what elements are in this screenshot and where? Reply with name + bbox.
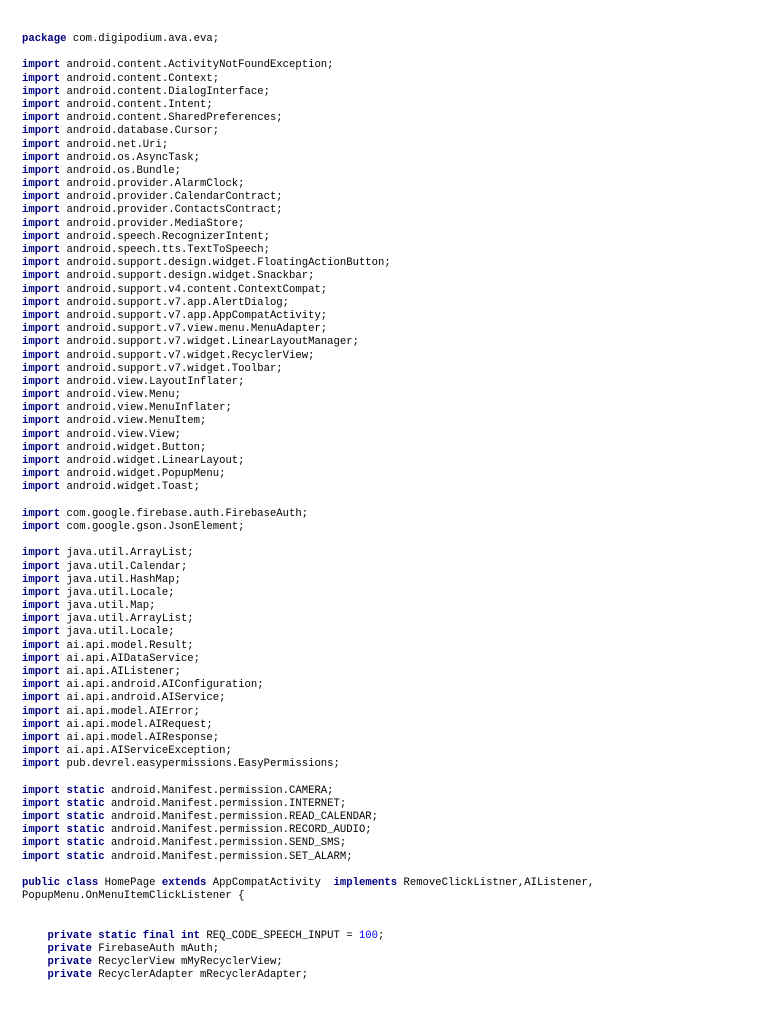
keyword-token: import <box>22 745 61 758</box>
code-token: AppCompatActivity <box>206 877 334 889</box>
keyword-token: import <box>22 428 61 441</box>
code-token: android.support.v7.widget.Toolbar; <box>60 362 283 375</box>
code-token: android.content.Context; <box>60 72 220 85</box>
code-token: android.widget.Button; <box>60 441 207 454</box>
code-token: ai.api.android.AIService; <box>60 692 226 705</box>
keyword-token: import <box>22 204 61 217</box>
keyword-token: implements <box>333 877 398 889</box>
keyword-token: import <box>22 323 61 336</box>
code-line <box>22 917 752 930</box>
code-token: android.database.Cursor; <box>60 125 220 138</box>
code-line <box>22 191 752 204</box>
keyword-token: import <box>22 296 61 309</box>
code-token: android.Manifest.permission.RECORD_AUDIO; <box>104 824 372 837</box>
code-token: android.content.SharedPreferences; <box>60 112 283 125</box>
keyword-token: import <box>22 230 61 243</box>
keyword-token: import <box>22 626 61 639</box>
code-line <box>22 785 752 798</box>
keyword-token: import <box>22 164 61 177</box>
code-line <box>22 495 752 508</box>
keyword-token: import <box>22 481 61 494</box>
keyword-token: import <box>22 85 61 98</box>
code-line <box>22 626 752 639</box>
code-line <box>22 574 752 587</box>
code-token: android.Manifest.permission.CAMERA; <box>104 784 334 797</box>
code-line <box>22 152 752 165</box>
code-line <box>22 284 752 297</box>
code-token: android.support.v7.widget.LinearLayoutManager; <box>60 336 359 349</box>
code-line <box>22 33 752 46</box>
code-token: android.support.v7.app.AlertDialog; <box>60 296 290 309</box>
code-token: android.view.Menu; <box>60 389 181 402</box>
code-token: android.view.MenuItem; <box>60 415 207 428</box>
code-token: ai.api.model.AIRequest; <box>60 718 213 731</box>
code-token: android.speech.tts.TextToSpeech; <box>60 244 270 256</box>
keyword-token: import <box>22 455 61 467</box>
code-token: android.provider.AlarmClock; <box>60 178 245 191</box>
code-token: RemoveClickListner,AIListener, <box>397 877 595 889</box>
code-token: android.provider.MediaStore; <box>60 217 245 230</box>
keyword-token: import <box>22 112 61 125</box>
keyword-token: import <box>22 705 61 718</box>
keyword-token: import static <box>22 850 105 863</box>
code-line <box>22 547 752 560</box>
code-token: android.os.AsyncTask; <box>60 151 201 164</box>
code-token: ai.api.android.AIConfiguration; <box>60 679 264 692</box>
code-line <box>22 46 752 59</box>
code-token: android.provider.ContactsContract; <box>60 204 283 217</box>
code-line <box>22 758 752 771</box>
keyword-token: private static final int <box>47 929 201 942</box>
code-line <box>22 125 752 138</box>
code-line <box>22 481 752 494</box>
keyword-token: import <box>22 283 61 296</box>
code-token: java.util.ArrayList; <box>60 613 194 626</box>
code-token: java.util.Calendar; <box>60 560 188 573</box>
keyword-token: import <box>22 758 61 771</box>
keyword-token: import <box>22 586 61 599</box>
code-line <box>22 389 752 402</box>
code-line <box>22 218 752 231</box>
code-line <box>22 270 752 283</box>
code-line <box>22 706 752 719</box>
code-token: android.support.v4.content.ContextCompat; <box>60 283 328 296</box>
keyword-token: import static <box>22 824 105 837</box>
code-token <box>22 956 47 968</box>
code-token: ai.api.model.Result; <box>60 639 194 652</box>
keyword-token: import <box>22 415 61 428</box>
code-line <box>22 86 752 99</box>
code-token: com.digipodium.ava.eva; <box>66 33 220 45</box>
keyword-token: import <box>22 349 61 362</box>
keyword-token: import <box>22 151 61 164</box>
code-line <box>22 864 752 877</box>
keyword-token: import <box>22 639 61 652</box>
code-token: HomePage <box>98 877 162 889</box>
keyword-token: import <box>22 600 61 613</box>
code-token: android.support.v7.widget.RecyclerView; <box>60 349 315 362</box>
code-line <box>22 943 752 956</box>
keyword-token: import <box>22 679 61 692</box>
code-line <box>22 969 752 982</box>
code-line <box>22 745 752 758</box>
code-line <box>22 798 752 811</box>
keyword-token: import <box>22 244 61 256</box>
code-token <box>22 930 47 942</box>
code-token: java.util.ArrayList; <box>60 547 194 560</box>
code-line <box>22 244 752 257</box>
code-token: android.Manifest.permission.READ_CALENDAR; <box>104 811 379 824</box>
code-line <box>22 402 752 415</box>
code-line <box>22 508 752 521</box>
code-token: ai.api.AIDataService; <box>60 652 201 665</box>
keyword-token: import <box>22 362 61 375</box>
keyword-token: import <box>22 389 61 402</box>
code-token: android.os.Bundle; <box>60 164 181 177</box>
code-line <box>22 139 752 152</box>
code-line <box>22 956 752 969</box>
code-token: android.net.Uri; <box>60 138 169 151</box>
code-line <box>22 719 752 732</box>
code-line <box>22 350 752 363</box>
code-line <box>22 692 752 705</box>
code-token: ai.api.AIServiceException; <box>60 745 232 758</box>
code-token: java.util.Locale; <box>60 586 175 599</box>
code-line <box>22 99 752 112</box>
code-line <box>22 310 752 323</box>
keyword-token: import <box>22 375 61 388</box>
code-line <box>22 165 752 178</box>
code-line <box>22 297 752 310</box>
code-token: RecyclerAdapter mRecyclerAdapter; <box>91 969 309 982</box>
code-line <box>22 231 752 244</box>
code-line <box>22 640 752 653</box>
keyword-token: import <box>22 547 61 560</box>
code-token: PopupMenu.OnMenuItemClickListener { <box>22 890 245 903</box>
code-line <box>22 653 752 666</box>
keyword-token: extends <box>161 877 207 889</box>
code-token: android.support.design.widget.Snackbar; <box>60 270 315 283</box>
code-token: FirebaseAuth mAuth; <box>91 942 220 955</box>
code-token: REQ_CODE_SPEECH_INPUT = <box>200 929 359 942</box>
code-line <box>22 600 752 613</box>
code-line <box>22 257 752 270</box>
keyword-token: import <box>22 666 61 678</box>
keyword-token: import <box>22 178 61 191</box>
code-line <box>22 772 752 785</box>
code-token: java.util.HashMap; <box>60 573 181 586</box>
code-token: java.util.Locale; <box>60 626 175 639</box>
keyword-token: import <box>22 652 61 665</box>
code-line <box>22 837 752 850</box>
code-token: android.content.Intent; <box>60 98 213 111</box>
code-line <box>22 336 752 349</box>
code-line <box>22 613 752 626</box>
keyword-token: import <box>22 692 61 705</box>
code-line <box>22 323 752 336</box>
code-token: android.view.MenuInflater; <box>60 402 232 415</box>
keyword-token: import <box>22 573 61 586</box>
code-token: android.Manifest.permission.SEND_SMS; <box>104 837 347 850</box>
code-line <box>22 112 752 125</box>
code-token: android.provider.CalendarContract; <box>60 191 283 204</box>
keyword-token: import static <box>22 811 105 824</box>
keyword-token: import <box>22 336 61 349</box>
code-listing <box>22 33 752 983</box>
code-line <box>22 561 752 574</box>
code-line <box>22 851 752 864</box>
code-token: ai.api.model.AIResponse; <box>60 731 220 744</box>
code-token: android.view.LayoutInflater; <box>60 375 245 388</box>
code-line <box>22 811 752 824</box>
code-token: android.content.DialogInterface; <box>60 85 270 98</box>
code-line <box>22 666 752 679</box>
keyword-token: import <box>22 731 61 744</box>
code-line <box>22 587 752 600</box>
code-token: java.util.Map; <box>60 600 156 613</box>
code-line <box>22 824 752 837</box>
code-token: android.support.design.widget.FloatingActionButton; <box>60 257 391 270</box>
code-line <box>22 73 752 86</box>
code-line <box>22 468 752 481</box>
keyword-token: import <box>22 191 61 204</box>
code-token: android.widget.LinearLayout; <box>60 455 245 467</box>
keyword-token: package <box>22 33 67 45</box>
keyword-token: import <box>22 441 61 454</box>
code-line <box>22 59 752 72</box>
keyword-token: import static <box>22 784 105 797</box>
code-token: pub.devrel.easypermissions.EasyPermissions; <box>60 758 340 771</box>
keyword-token: import <box>22 560 61 573</box>
code-token: android.content.ActivityNotFoundException; <box>60 59 334 72</box>
keyword-token: import <box>22 98 61 111</box>
keyword-token: import <box>22 270 61 283</box>
keyword-token: import <box>22 520 61 533</box>
code-line <box>22 679 752 692</box>
code-line <box>22 363 752 376</box>
code-token: com.google.gson.JsonElement; <box>60 520 245 533</box>
keyword-token: import <box>22 138 61 151</box>
keyword-token: import <box>22 59 61 72</box>
code-token: android.Manifest.permission.SET_ALARM; <box>104 850 353 863</box>
code-token <box>22 943 47 955</box>
code-token: android.widget.Toast; <box>60 481 201 494</box>
keyword-token: import <box>22 718 61 731</box>
keyword-token: import <box>22 309 61 322</box>
code-line <box>22 204 752 217</box>
keyword-token: private <box>47 956 92 969</box>
code-line <box>22 429 752 442</box>
keyword-token: import <box>22 507 61 520</box>
code-line <box>22 890 752 903</box>
keyword-token: import <box>22 402 61 415</box>
code-token: android.Manifest.permission.INTERNET; <box>104 797 347 810</box>
keyword-token: import <box>22 217 61 230</box>
keyword-token: import static <box>22 837 105 850</box>
code-line <box>22 930 752 943</box>
keyword-token: import <box>22 613 61 626</box>
code-line <box>22 376 752 389</box>
code-line <box>22 521 752 534</box>
code-line <box>22 178 752 191</box>
keyword-token: public class <box>22 877 99 889</box>
code-token: android.view.View; <box>60 428 181 441</box>
code-token: ai.api.AIListener; <box>60 666 181 678</box>
keyword-token: private <box>47 942 92 955</box>
code-line <box>22 732 752 745</box>
code-token: RecyclerView mMyRecyclerView; <box>91 956 283 969</box>
keyword-token: private <box>47 969 92 982</box>
keyword-token: import <box>22 125 61 138</box>
code-line <box>22 455 752 468</box>
code-line <box>22 442 752 455</box>
code-token: android.widget.PopupMenu; <box>60 468 226 481</box>
code-token: com.google.firebase.auth.FirebaseAuth; <box>60 507 309 520</box>
keyword-token: import static <box>22 797 105 810</box>
code-token <box>22 969 47 981</box>
code-token: ai.api.model.AIError; <box>60 705 201 718</box>
code-token: android.speech.RecognizerIntent; <box>60 230 270 243</box>
number-token: 100 <box>358 929 379 942</box>
keyword-token: import <box>22 468 61 481</box>
code-line <box>22 903 752 916</box>
code-token: android.support.v7.view.menu.MenuAdapter; <box>60 323 328 336</box>
code-line <box>22 877 752 890</box>
keyword-token: import <box>22 72 61 85</box>
code-token: android.support.v7.app.AppCompatActivity; <box>60 309 328 322</box>
code-line <box>22 415 752 428</box>
keyword-token: import <box>22 257 61 270</box>
code-token: ; <box>378 929 385 942</box>
code-line <box>22 534 752 547</box>
